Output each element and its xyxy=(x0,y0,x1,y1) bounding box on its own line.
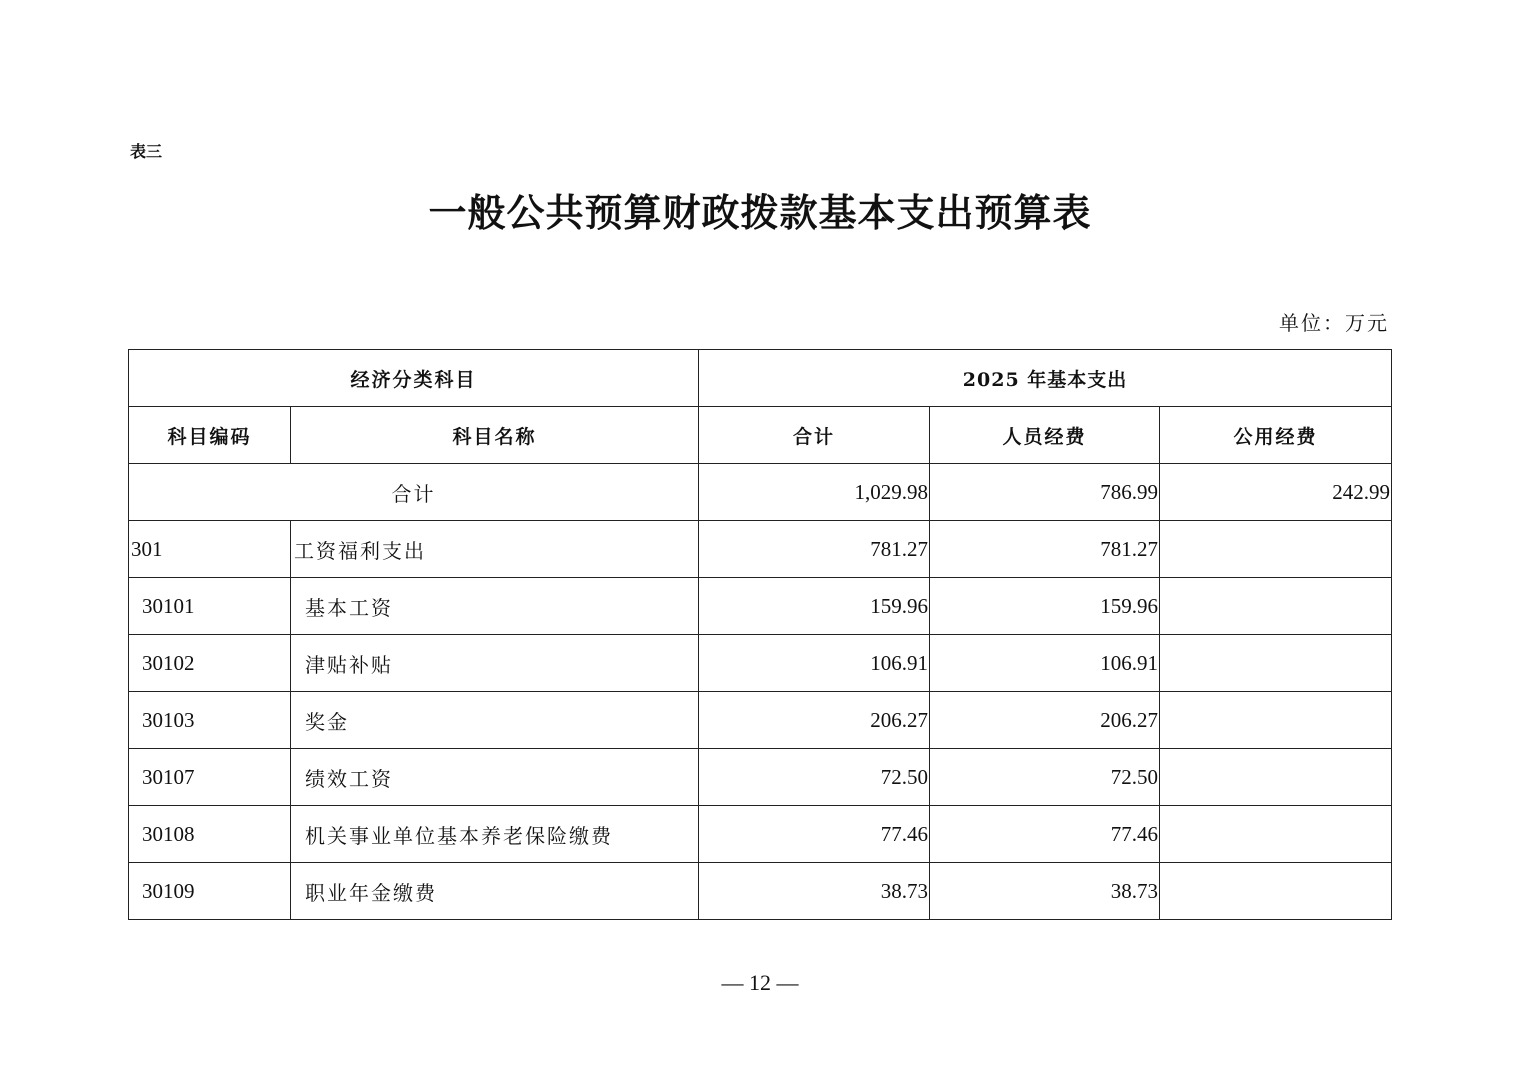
group-header-row xyxy=(129,350,1392,407)
page-number: — 12 — xyxy=(721,970,799,995)
summary-personnel: 786.99 xyxy=(930,464,1160,521)
header-economic-category: 经济分类科目 xyxy=(129,350,699,407)
row-name: 津贴补贴 xyxy=(291,635,699,692)
row-public xyxy=(1160,863,1392,920)
row-name: 机关事业单位基本养老保险缴费 xyxy=(291,806,699,863)
row-total: 106.91 xyxy=(699,635,930,692)
summary-label: 合计 xyxy=(129,464,699,521)
header-basic-expenditure: 2025 年基本支出 xyxy=(699,350,1392,407)
header-public: 公用经费 xyxy=(1160,407,1392,464)
row-personnel: 206.27 xyxy=(930,692,1160,749)
header-total: 合计 xyxy=(699,407,930,464)
row-total: 781.27 xyxy=(699,521,930,578)
row-code: 30109 xyxy=(129,863,291,920)
row-code: 30103 xyxy=(129,692,291,749)
header-personnel: 人员经费 xyxy=(930,407,1160,464)
row-name: 工资福利支出 xyxy=(291,521,699,578)
row-name: 基本工资 xyxy=(291,578,699,635)
page-title: 一般公共预算财政拨款基本支出预算表 xyxy=(428,190,1092,235)
budget-table xyxy=(128,349,1392,920)
header-subject-name: 科目名称 xyxy=(291,407,699,464)
row-code: 30102 xyxy=(129,635,291,692)
row-code: 30107 xyxy=(129,749,291,806)
table-row xyxy=(129,578,1392,635)
unit-label: 单位：万元 xyxy=(1279,311,1389,335)
table-row xyxy=(129,521,1392,578)
row-public xyxy=(1160,521,1392,578)
row-total: 77.46 xyxy=(699,806,930,863)
row-total: 72.50 xyxy=(699,749,930,806)
table-row xyxy=(129,635,1392,692)
row-code: 30101 xyxy=(129,578,291,635)
table-row xyxy=(129,692,1392,749)
table-row xyxy=(129,749,1392,806)
row-name: 奖金 xyxy=(291,692,699,749)
row-public xyxy=(1160,749,1392,806)
summary-public: 242.99 xyxy=(1160,464,1392,521)
row-total: 159.96 xyxy=(699,578,930,635)
column-header-row xyxy=(129,407,1392,464)
table-row xyxy=(129,863,1392,920)
table-row xyxy=(129,806,1392,863)
summary-total: 1,029.98 xyxy=(699,464,930,521)
summary-row xyxy=(129,464,1392,521)
row-public xyxy=(1160,635,1392,692)
table-label: 表三 xyxy=(130,142,163,161)
row-name: 职业年金缴费 xyxy=(291,863,699,920)
row-code: 301 xyxy=(129,521,291,578)
row-personnel: 106.91 xyxy=(930,635,1160,692)
row-personnel: 72.50 xyxy=(930,749,1160,806)
row-public xyxy=(1160,692,1392,749)
row-personnel: 38.73 xyxy=(930,863,1160,920)
row-public xyxy=(1160,578,1392,635)
row-personnel: 159.96 xyxy=(930,578,1160,635)
row-code: 30108 xyxy=(129,806,291,863)
row-total: 206.27 xyxy=(699,692,930,749)
row-name: 绩效工资 xyxy=(291,749,699,806)
header-subject-code: 科目编码 xyxy=(129,407,291,464)
row-personnel: 781.27 xyxy=(930,521,1160,578)
row-public xyxy=(1160,806,1392,863)
row-personnel: 77.46 xyxy=(930,806,1160,863)
row-total: 38.73 xyxy=(699,863,930,920)
